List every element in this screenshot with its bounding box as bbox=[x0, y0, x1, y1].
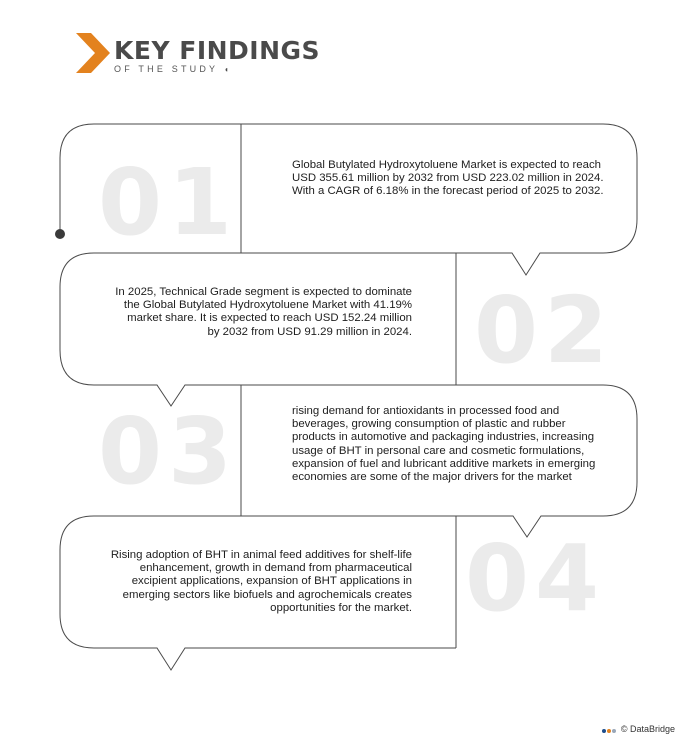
brand-logo-icon bbox=[602, 725, 617, 735]
start-dot bbox=[55, 229, 65, 239]
finding-number-1: 01 bbox=[98, 149, 239, 256]
page-title: KEY FINDINGS bbox=[114, 36, 321, 65]
finding-number-4: 04 bbox=[465, 525, 606, 632]
footer-brand bbox=[602, 724, 675, 735]
finding-text-1: Global Butylated Hydroxytoluene Market is expected to reach USD 355.61 million by 2032 from USD 223.02 million in 2024. With a CAGR of 6.18% in the forecast period of 2025 to 2032. bbox=[292, 159, 604, 198]
finding-text-2: In 2025, Technical Grade segment is expected to dominate the Global Butylated Hydroxytoluene Market with 41.19% market share. It is expected to reach USD 152.24 million by 2032 from USD 91.29 million in 2024. bbox=[115, 286, 412, 338]
finding-number-3: 03 bbox=[98, 398, 239, 505]
brand-name: © DataBridge bbox=[620, 724, 675, 735]
crescent-icon: ◖ bbox=[224, 65, 229, 74]
page-subtitle: OF THE STUDY bbox=[114, 64, 219, 74]
finding-text-4: Rising adoption of BHT in animal feed additives for shelf-life enhancement, growth in demand from pharmaceutical excipient applications, expansion of BHT applications in emerging sectors like biofuels and agrochemicals creates opportunities for the market. bbox=[110, 549, 412, 614]
finding-text-3: rising demand for antioxidants in processed food and beverages, growing consumption of plastic and rubber products in automotive and packaging industries, increasing usage of BHT in personal care and cosmetic formulations, expansion of fuel and lubricant additive markets in emerging economies are some of the major drivers for the market bbox=[292, 405, 596, 484]
finding-number-2: 02 bbox=[474, 277, 615, 384]
